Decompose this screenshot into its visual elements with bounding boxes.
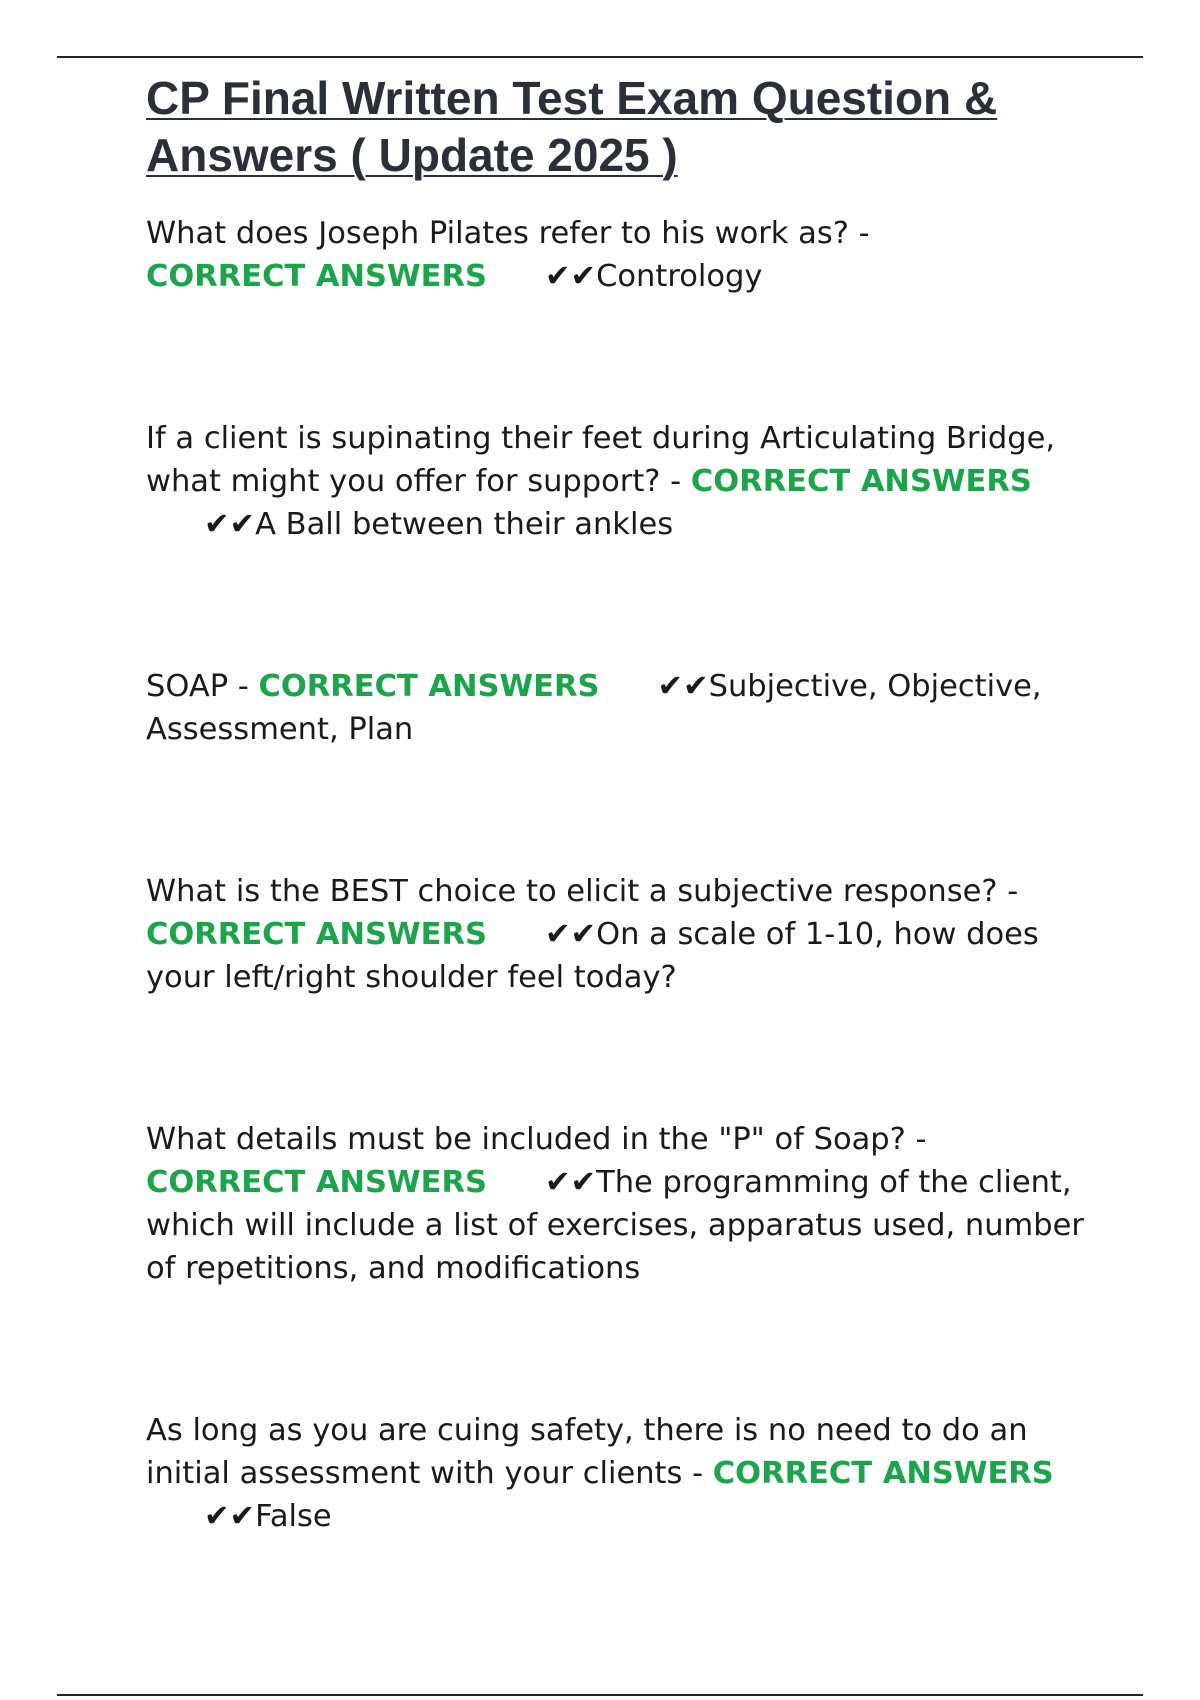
answer-text: The programming of the client, which will include a list of exercises, apparatus used, number of repetitions, and modifications: [146, 1165, 1084, 1286]
question-text: What does Joseph Pilates refer to his work as? -: [146, 216, 870, 251]
answer-label: CORRECT ANSWERS: [712, 1456, 1054, 1491]
qa-item: [146, 665, 1096, 751]
qa-item: [146, 212, 1096, 298]
double-check-icon: ✔✔: [544, 1165, 597, 1200]
header-rule: [57, 56, 1143, 58]
answer-label: CORRECT ANSWERS: [690, 464, 1032, 499]
double-check-icon: ✔✔: [544, 917, 597, 952]
question-text: As long as you are cuing safety, there is no need to do an initial assessment with your clients -: [146, 1413, 1028, 1491]
answer-label: CORRECT ANSWERS: [146, 917, 487, 952]
question-text: If a client is supinating their feet during Articulating Bridge, what might you offer for support? -: [146, 421, 1056, 499]
question-text: What details must be included in the "P" of Soap? -: [146, 1122, 927, 1157]
answer-text: On a scale of 1-10, how does your left/right shoulder feel today?: [146, 917, 1039, 995]
double-check-icon: ✔✔: [204, 507, 256, 542]
answer-text: Contrology: [596, 259, 763, 294]
double-check-icon: ✔✔: [657, 669, 709, 704]
answer-text: Subjective, Objective, Assessment, Plan: [146, 669, 1042, 747]
qa-item: [146, 1409, 1096, 1538]
answer-label: CORRECT ANSWERS: [146, 1165, 487, 1200]
qa-item: [146, 1118, 1096, 1290]
document-body: [146, 70, 1096, 1657]
qa-item: [146, 417, 1096, 546]
answer-text: A Ball between their ankles: [255, 507, 674, 542]
question-text: What is the BEST choice to elicit a subjective response? -: [146, 874, 1019, 909]
answer-label: CORRECT ANSWERS: [258, 669, 600, 704]
footer-rule: [57, 1694, 1143, 1696]
document-title: CP Final Written Test Exam Question & Answers ( Update 2025 ): [146, 72, 998, 181]
answer-text: False: [255, 1499, 332, 1534]
double-check-icon: ✔✔: [544, 259, 597, 294]
answer-label: CORRECT ANSWERS: [146, 259, 487, 294]
qa-item: [146, 870, 1096, 999]
double-check-icon: ✔✔: [204, 1499, 256, 1534]
question-text: SOAP -: [146, 669, 249, 704]
